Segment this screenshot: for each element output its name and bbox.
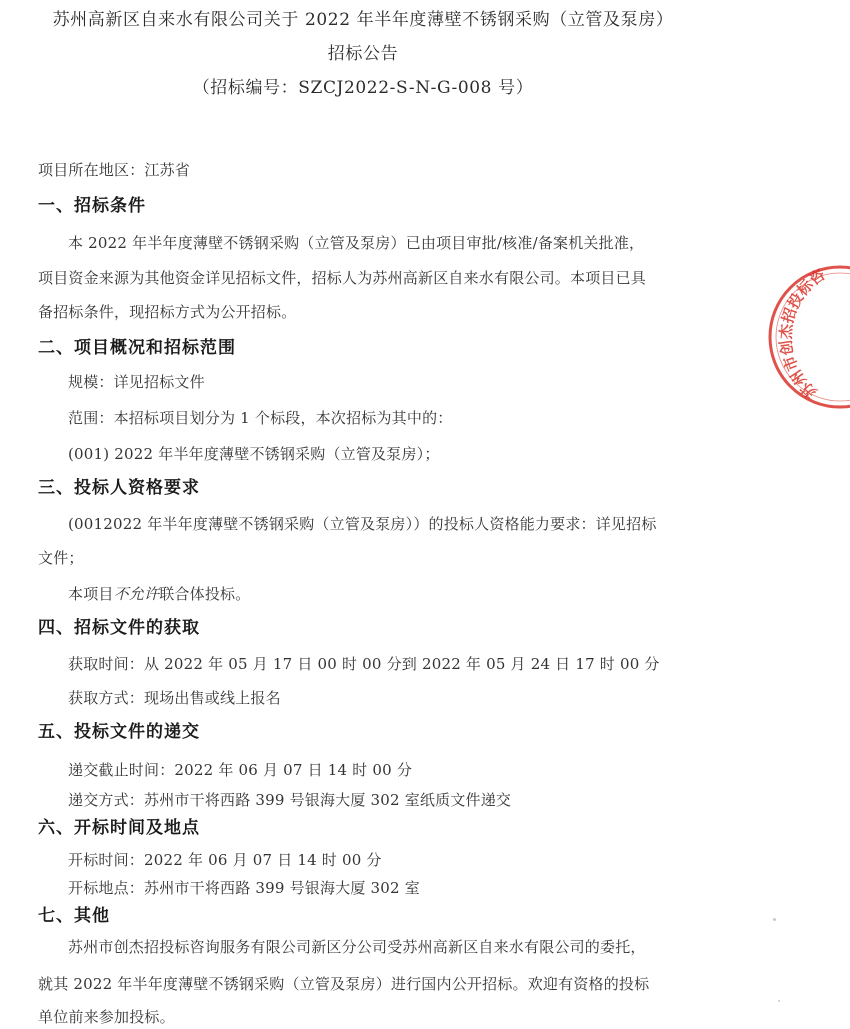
section-heading-6: 六、开标时间及地点 [38,818,200,838]
section-heading-5: 五、投标文件的递交 [38,722,200,742]
project-region: 项目所在地区：江苏省 [38,161,191,179]
scan-speck [778,1000,780,1002]
title-line-1: 苏州高新区自来水有限公司关于 2022 年半年度薄壁不锈钢采购（立管及泵房） [52,10,674,30]
consortium-prefix: 本项目 [68,585,114,603]
company-seal-stamp [752,248,850,412]
document-acquisition-time: 获取时间：从 2022 年 05 月 17 日 00 时 00 分到 2022 年 05 月 24 日 17 时 00 分 [68,655,660,673]
tender-lot: (001) 2022 年半年度薄壁不锈钢采购（立管及泵房）； [68,445,440,463]
section-heading-3: 三、投标人资格要求 [38,478,200,498]
section-3-paragraph-line-1: (0012022 年半年度薄壁不锈钢采购（立管及泵房））的投标人资格能力要求：详见招标 [68,515,657,533]
section-heading-4: 四、招标文件的获取 [38,618,200,638]
bid-opening-place: 开标地点：苏州市干将西路 399 号银海大厦 302 室 [68,879,420,897]
document-acquisition-method: 获取方式：现场出售或线上报名 [68,689,281,707]
seal-text: 苏州市创杰招投标咨询服务有限公司 [752,248,829,402]
section-1-paragraph-line-2: 项目资金来源为其他资金详见招标文件，招标人为苏州高新区自来水有限公司。本项目已具 [38,269,647,287]
section-heading-7: 七、其他 [38,906,110,926]
section-7-paragraph-line-3: 单位前来参加投标。 [38,1008,175,1026]
consortium-suffix: 联合体投标。 [159,585,251,603]
consortium-statement [68,584,250,604]
section-heading-2: 二、项目概况和招标范围 [38,338,236,358]
project-scale: 规模：详见招标文件 [68,373,205,391]
section-1-paragraph-line-3: 备招标条件，现招标方式为公开招标。 [38,303,297,321]
project-scope: 范围：本招标项目划分为 1 个标段，本次招标为其中的： [68,409,453,427]
submission-method: 递交方式：苏州市干将西路 399 号银海大厦 302 室纸质文件递交 [68,791,512,809]
section-7-paragraph-line-1: 苏州市创杰招投标咨询服务有限公司新区分公司受苏州高新区自来水有限公司的委托， [68,938,646,956]
section-1-paragraph-line-1: 本 2022 年半年度薄壁不锈钢采购（立管及泵房）已由项目审批/核准/备案机关批准， [68,234,645,252]
submission-deadline: 递交截止时间：2022 年 06 月 07 日 14 时 00 分 [68,761,413,779]
section-7-paragraph-line-2: 就其 2022 年半年度薄壁不锈钢采购（立管及泵房）进行国内公开招标。欢迎有资格的投标 [38,975,650,993]
consortium-not-allowed: 不允许 [113,585,160,603]
tender-number: （招标编号：SZCJ2022-S-N-G-008 号） [192,78,534,98]
section-3-paragraph-line-2: 文件； [38,549,84,567]
bid-opening-time: 开标时间：2022 年 06 月 07 日 14 时 00 分 [68,851,382,869]
title-line-2: 招标公告 [327,44,399,64]
svg-text:苏州市创杰招投标咨询服务有限公司 [752,248,828,402]
section-heading-1: 一、招标条件 [38,196,146,216]
scan-speck [773,918,776,921]
